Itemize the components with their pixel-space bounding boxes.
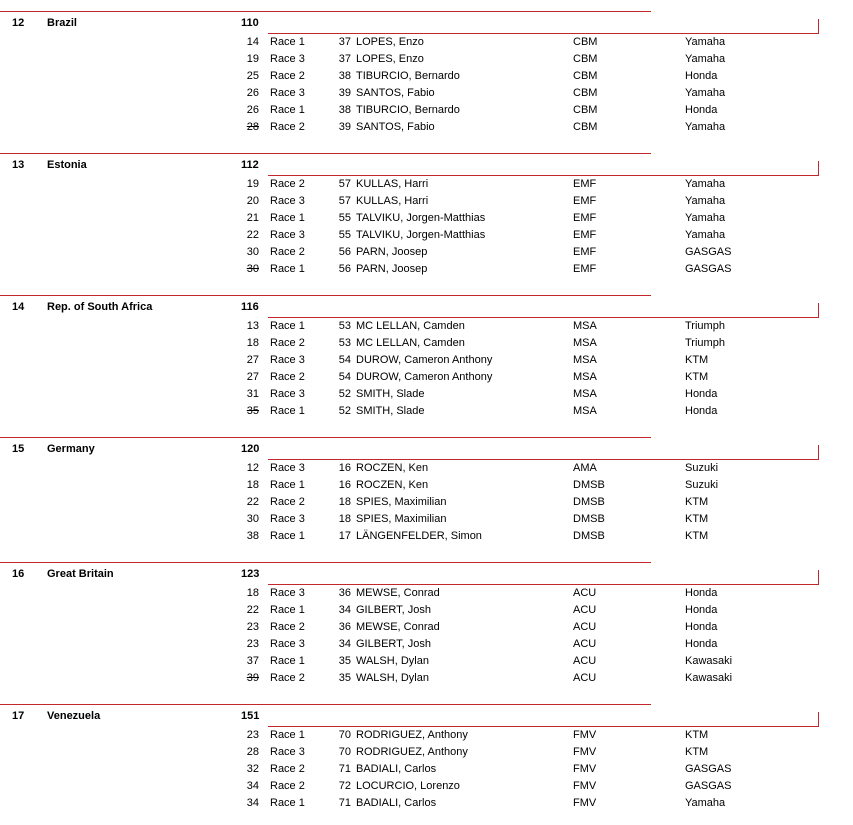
rider-name: GILBERT, Josh <box>356 638 431 650</box>
rider-number: 16 <box>338 479 351 491</box>
result-row <box>0 227 853 244</box>
result-race: Race 1 <box>270 263 305 275</box>
rider-number: 71 <box>338 763 351 775</box>
nation-block <box>0 153 853 278</box>
rider-name: SPIES, Maximilian <box>356 496 447 508</box>
rider-federation: FMV <box>573 746 597 758</box>
rider-name: TIBURCIO, Bernardo <box>356 70 460 82</box>
rider-bike: KTM <box>685 354 709 366</box>
rider-number: 34 <box>338 604 351 616</box>
result-row <box>0 244 853 261</box>
rider-federation: CBM <box>573 121 598 133</box>
result-race: Race 3 <box>270 587 305 599</box>
result-points: 19 <box>246 53 259 65</box>
rider-number: 39 <box>338 121 351 133</box>
result-race: Race 3 <box>270 229 305 241</box>
rider-bike: Yamaha <box>685 229 726 241</box>
rider-bike: Yamaha <box>685 178 726 190</box>
result-race: Race 2 <box>270 780 305 792</box>
rider-federation: MSA <box>573 388 597 400</box>
results-list <box>0 176 853 278</box>
result-race: Race 3 <box>270 462 305 474</box>
result-points: 18 <box>246 587 259 599</box>
result-race: Race 2 <box>270 621 305 633</box>
result-race: Race 3 <box>270 354 305 366</box>
rider-bike: KTM <box>685 530 709 542</box>
result-row <box>0 494 853 511</box>
nation-name: Rep. of South Africa <box>47 301 153 313</box>
divider-rule <box>0 295 651 296</box>
rider-bike: Honda <box>685 70 718 82</box>
result-race: Race 2 <box>270 121 305 133</box>
rider-federation: ACU <box>573 621 597 633</box>
result-row <box>0 761 853 778</box>
rider-bike: KTM <box>685 513 709 525</box>
nation-total: 120 <box>241 443 260 455</box>
nation-total: 110 <box>241 17 259 29</box>
rider-name: LOPES, Enzo <box>356 36 424 48</box>
result-points: 39 <box>246 672 259 684</box>
result-row <box>0 34 853 51</box>
result-row <box>0 795 853 812</box>
rider-name: TIBURCIO, Bernardo <box>356 104 460 116</box>
result-race: Race 2 <box>270 763 305 775</box>
result-race: Race 1 <box>270 36 305 48</box>
rider-federation: DMSB <box>573 513 605 525</box>
divider-tick <box>818 712 819 727</box>
result-points: 12 <box>246 462 259 474</box>
rider-name: SMITH, Slade <box>356 405 425 417</box>
rider-number: 36 <box>338 621 351 633</box>
rider-federation: AMA <box>573 462 597 474</box>
rider-number: 70 <box>338 746 351 758</box>
rider-name: ROCZEN, Ken <box>356 479 429 491</box>
rider-name: LOPES, Enzo <box>356 53 424 65</box>
rider-bike: GASGAS <box>685 780 732 792</box>
rider-bike: Yamaha <box>685 797 726 809</box>
result-points: 30 <box>246 263 259 275</box>
rider-number: 36 <box>338 587 351 599</box>
rider-bike: Kawasaki <box>685 672 733 684</box>
rider-federation: EMF <box>573 178 597 190</box>
result-race: Race 1 <box>270 530 305 542</box>
rider-bike: Yamaha <box>685 87 726 99</box>
rider-bike: Suzuki <box>685 479 719 491</box>
result-points: 30 <box>246 513 259 525</box>
result-points: 23 <box>246 621 259 633</box>
nation-total: 116 <box>241 301 259 313</box>
rider-bike: Yamaha <box>685 36 726 48</box>
rider-federation: CBM <box>573 70 598 82</box>
nation-block <box>0 704 853 812</box>
nation-position: 16 <box>12 568 25 580</box>
rider-bike: Yamaha <box>685 53 726 65</box>
rider-number: 38 <box>338 70 351 82</box>
results-list <box>0 727 853 812</box>
rider-number: 18 <box>338 513 351 525</box>
result-race: Race 3 <box>270 53 305 65</box>
rider-name: PARN, Joosep <box>356 263 428 275</box>
result-row <box>0 335 853 352</box>
nation-total: 151 <box>241 710 260 722</box>
result-race: Race 1 <box>270 797 305 809</box>
nation-position: 15 <box>12 443 25 455</box>
result-points: 28 <box>246 121 259 133</box>
nation-name: Germany <box>47 443 95 455</box>
result-points: 37 <box>246 655 259 667</box>
result-race: Race 2 <box>270 371 305 383</box>
result-points: 18 <box>246 337 259 349</box>
rider-federation: CBM <box>573 53 598 65</box>
result-row <box>0 318 853 335</box>
rider-name: MEWSE, Conrad <box>356 621 440 633</box>
result-row <box>0 102 853 119</box>
rider-name: DUROW, Cameron Anthony <box>356 354 493 366</box>
result-row <box>0 670 853 687</box>
result-race: Race 1 <box>270 405 305 417</box>
rider-bike: KTM <box>685 729 709 741</box>
result-race: Race 2 <box>270 178 305 190</box>
result-points: 14 <box>246 36 259 48</box>
results-list <box>0 34 853 136</box>
result-row <box>0 210 853 227</box>
rider-number: 53 <box>338 320 351 332</box>
result-points: 27 <box>246 371 259 383</box>
rider-number: 34 <box>338 638 351 650</box>
rider-number: 56 <box>338 246 351 258</box>
result-race: Race 3 <box>270 513 305 525</box>
nation-total: 112 <box>241 159 259 171</box>
result-race: Race 3 <box>270 638 305 650</box>
rider-federation: FMV <box>573 797 597 809</box>
result-row <box>0 585 853 602</box>
rider-federation: MSA <box>573 371 597 383</box>
results-list <box>0 460 853 545</box>
rider-bike: GASGAS <box>685 246 732 258</box>
result-points: 28 <box>246 746 259 758</box>
rider-number: 16 <box>338 462 351 474</box>
rider-number: 37 <box>338 53 351 65</box>
nation-position: 12 <box>12 17 25 29</box>
rider-name: KULLAS, Harri <box>356 195 429 207</box>
rider-name: DUROW, Cameron Anthony <box>356 371 493 383</box>
rider-federation: CBM <box>573 36 598 48</box>
rider-bike: KTM <box>685 496 709 508</box>
rider-federation: ACU <box>573 638 597 650</box>
rider-bike: Yamaha <box>685 212 726 224</box>
rider-bike: Triumph <box>685 337 725 349</box>
rider-federation: FMV <box>573 780 597 792</box>
rider-number: 56 <box>338 263 351 275</box>
result-race: Race 3 <box>270 195 305 207</box>
result-row <box>0 602 853 619</box>
result-points: 26 <box>246 87 259 99</box>
result-race: Race 1 <box>270 655 305 667</box>
nation-position: 17 <box>12 710 25 722</box>
nation-position: 13 <box>12 159 25 171</box>
rider-number: 39 <box>338 87 351 99</box>
rider-name: MC LELLAN, Camden <box>356 337 465 349</box>
rider-number: 57 <box>338 195 351 207</box>
rider-federation: EMF <box>573 246 597 258</box>
rider-name: WALSH, Dylan <box>356 655 429 667</box>
rider-name: SPIES, Maximilian <box>356 513 447 525</box>
nation-block <box>0 295 853 420</box>
result-row <box>0 778 853 795</box>
result-row <box>0 653 853 670</box>
rider-name: SMITH, Slade <box>356 388 425 400</box>
rider-federation: EMF <box>573 263 597 275</box>
result-row <box>0 51 853 68</box>
rider-number: 72 <box>338 780 351 792</box>
rider-name: ROCZEN, Ken <box>356 462 429 474</box>
result-points: 26 <box>246 104 259 116</box>
result-race: Race 2 <box>270 246 305 258</box>
result-row <box>0 386 853 403</box>
result-row <box>0 369 853 386</box>
rider-federation: MSA <box>573 337 597 349</box>
rider-number: 71 <box>338 797 351 809</box>
rider-bike: Honda <box>685 388 718 400</box>
result-row <box>0 511 853 528</box>
result-points: 18 <box>246 479 259 491</box>
rider-bike: Yamaha <box>685 121 726 133</box>
divider-rule <box>0 11 651 12</box>
result-race: Race 1 <box>270 729 305 741</box>
result-row <box>0 619 853 636</box>
rider-bike: Suzuki <box>685 462 719 474</box>
rider-name: LOCURCIO, Lorenzo <box>356 780 460 792</box>
nation-block <box>0 437 853 545</box>
rider-federation: ACU <box>573 655 597 667</box>
result-race: Race 3 <box>270 388 305 400</box>
result-points: 25 <box>246 70 259 82</box>
rider-federation: FMV <box>573 763 597 775</box>
result-race: Race 1 <box>270 104 305 116</box>
result-race: Race 2 <box>270 496 305 508</box>
result-race: Race 3 <box>270 746 305 758</box>
rider-federation: EMF <box>573 195 597 207</box>
rider-number: 55 <box>338 212 351 224</box>
result-points: 21 <box>246 212 259 224</box>
result-row <box>0 403 853 420</box>
result-row <box>0 352 853 369</box>
results-list <box>0 318 853 420</box>
result-race: Race 1 <box>270 212 305 224</box>
result-points: 22 <box>246 496 259 508</box>
result-row <box>0 261 853 278</box>
nation-position: 14 <box>12 301 25 313</box>
divider-tick <box>818 303 819 318</box>
rider-name: SANTOS, Fabio <box>356 87 435 99</box>
divider-tick <box>818 570 819 585</box>
result-row <box>0 119 853 136</box>
rider-name: BADIALI, Carlos <box>356 763 437 775</box>
rider-bike: Honda <box>685 604 718 616</box>
result-points: 30 <box>246 246 259 258</box>
result-points: 23 <box>246 729 259 741</box>
result-race: Race 2 <box>270 70 305 82</box>
result-row <box>0 727 853 744</box>
rider-number: 52 <box>338 405 351 417</box>
result-row <box>0 176 853 193</box>
rider-number: 18 <box>338 496 351 508</box>
rider-name: KULLAS, Harri <box>356 178 429 190</box>
rider-federation: MSA <box>573 405 597 417</box>
nation-name: Estonia <box>47 159 87 171</box>
rider-name: MEWSE, Conrad <box>356 587 440 599</box>
nation-total: 123 <box>241 568 260 580</box>
rider-number: 54 <box>338 354 351 366</box>
rider-name: RODRIGUEZ, Anthony <box>356 746 468 758</box>
result-row <box>0 68 853 85</box>
rider-bike: Honda <box>685 104 718 116</box>
rider-federation: DMSB <box>573 479 605 491</box>
result-race: Race 1 <box>270 320 305 332</box>
rider-federation: ACU <box>573 672 597 684</box>
rider-bike: GASGAS <box>685 263 732 275</box>
rider-bike: Honda <box>685 621 718 633</box>
rider-name: SANTOS, Fabio <box>356 121 435 133</box>
result-row <box>0 460 853 477</box>
rider-number: 17 <box>338 530 351 542</box>
result-race: Race 3 <box>270 87 305 99</box>
result-race: Race 2 <box>270 672 305 684</box>
rider-bike: Honda <box>685 405 718 417</box>
rider-number: 70 <box>338 729 351 741</box>
rider-bike: Yamaha <box>685 195 726 207</box>
rider-number: 57 <box>338 178 351 190</box>
result-points: 22 <box>246 229 259 241</box>
divider-rule <box>0 437 651 438</box>
rider-number: 37 <box>338 36 351 48</box>
rider-name: RODRIGUEZ, Anthony <box>356 729 468 741</box>
rider-name: BADIALI, Carlos <box>356 797 437 809</box>
nation-block <box>0 562 853 687</box>
result-row <box>0 528 853 545</box>
rider-federation: DMSB <box>573 496 605 508</box>
nation-block <box>0 11 853 136</box>
result-points: 27 <box>246 354 259 366</box>
result-row <box>0 636 853 653</box>
result-row <box>0 85 853 102</box>
rider-federation: MSA <box>573 320 597 332</box>
result-points: 38 <box>246 530 259 542</box>
rider-name: GILBERT, Josh <box>356 604 431 616</box>
result-row <box>0 744 853 761</box>
result-row <box>0 193 853 210</box>
rider-bike: Honda <box>685 587 718 599</box>
result-row <box>0 477 853 494</box>
rider-bike: Triumph <box>685 320 725 332</box>
rider-name: TALVIKU, Jorgen-Matthias <box>356 229 486 241</box>
rider-federation: ACU <box>573 587 597 599</box>
rider-federation: MSA <box>573 354 597 366</box>
result-points: 22 <box>246 604 259 616</box>
result-points: 34 <box>246 780 259 792</box>
divider-rule <box>0 704 651 705</box>
rider-bike: GASGAS <box>685 763 732 775</box>
rider-name: MC LELLAN, Camden <box>356 320 465 332</box>
rider-federation: ACU <box>573 604 597 616</box>
results-list <box>0 585 853 687</box>
result-race: Race 1 <box>270 479 305 491</box>
rider-bike: KTM <box>685 371 709 383</box>
result-points: 23 <box>246 638 259 650</box>
result-race: Race 2 <box>270 337 305 349</box>
nation-name: Great Britain <box>47 568 114 580</box>
divider-tick <box>818 445 819 460</box>
rider-bike: KTM <box>685 746 709 758</box>
result-points: 20 <box>246 195 259 207</box>
rider-number: 54 <box>338 371 351 383</box>
rider-number: 35 <box>338 672 351 684</box>
rider-federation: CBM <box>573 104 598 116</box>
rider-federation: DMSB <box>573 530 605 542</box>
nation-name: Brazil <box>47 17 77 29</box>
divider-rule <box>0 153 651 154</box>
rider-name: WALSH, Dylan <box>356 672 429 684</box>
rider-federation: EMF <box>573 212 597 224</box>
rider-federation: CBM <box>573 87 598 99</box>
rider-federation: FMV <box>573 729 597 741</box>
divider-tick <box>818 19 819 34</box>
nation-name: Venezuela <box>47 710 101 722</box>
result-race: Race 1 <box>270 604 305 616</box>
divider-tick <box>818 161 819 176</box>
result-points: 13 <box>246 320 259 332</box>
rider-name: PARN, Joosep <box>356 246 428 258</box>
rider-number: 55 <box>338 229 351 241</box>
rider-bike: Kawasaki <box>685 655 733 667</box>
result-points: 34 <box>246 797 259 809</box>
rider-federation: EMF <box>573 229 597 241</box>
rider-number: 35 <box>338 655 351 667</box>
rider-bike: Honda <box>685 638 718 650</box>
rider-number: 52 <box>338 388 351 400</box>
result-points: 31 <box>246 388 259 400</box>
result-points: 19 <box>246 178 259 190</box>
rider-number: 53 <box>338 337 351 349</box>
divider-rule <box>0 562 651 563</box>
result-points: 32 <box>246 763 259 775</box>
result-points: 35 <box>246 405 259 417</box>
rider-name: LÄNGENFELDER, Simon <box>356 530 482 542</box>
rider-number: 38 <box>338 104 351 116</box>
rider-name: TALVIKU, Jorgen-Matthias <box>356 212 486 224</box>
